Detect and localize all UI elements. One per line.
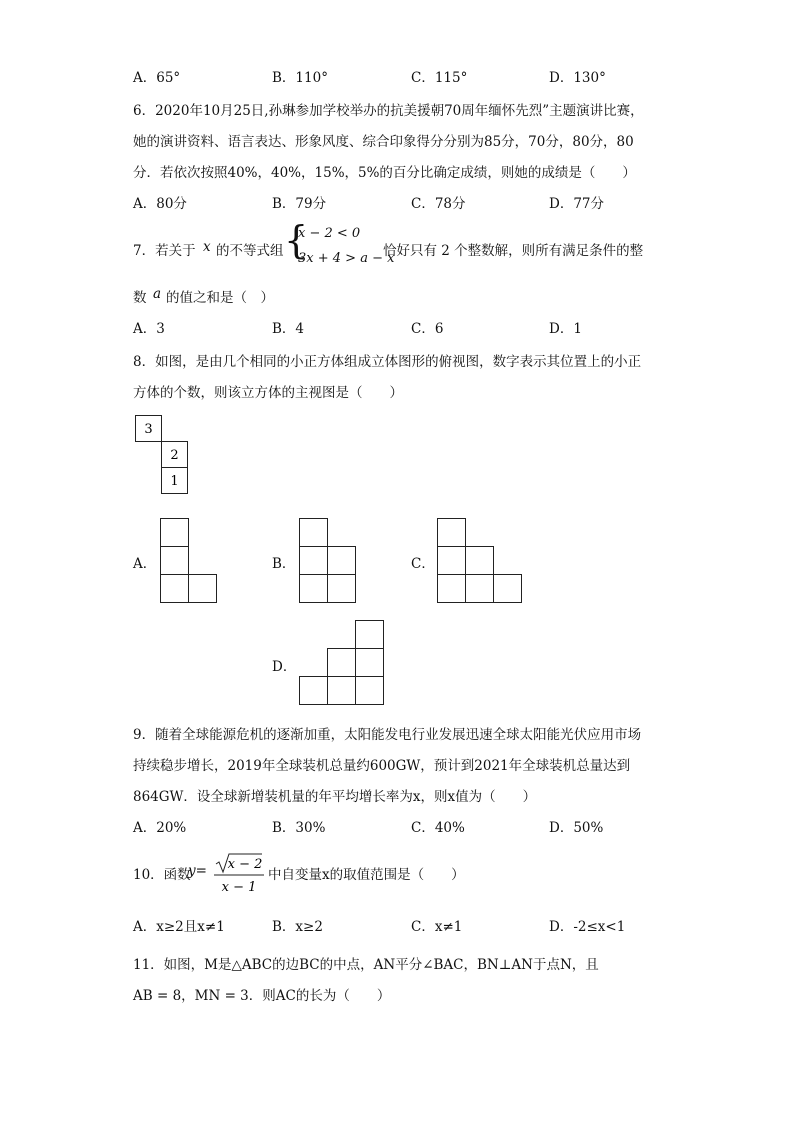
q8-line-2: 方体的个数，则该立方体的主视图是（ ）: [133, 385, 403, 401]
q5-option-b: B．110°: [272, 70, 328, 86]
q7-var-a: a: [153, 286, 162, 302]
q10-option-b: B．x≥2: [272, 919, 323, 935]
q7-mid: 的不等式组: [216, 243, 284, 259]
q8-option-b-figure: [298, 517, 358, 603]
q5-option-c: C．115°: [411, 70, 468, 86]
q11-line-2: AB = 8，MN = 3．则AC的长为（ ）: [133, 988, 391, 1004]
q8-option-a-label: A．: [133, 556, 157, 572]
q7-var-x: x: [203, 239, 211, 255]
q7-prefix: 7．若关于: [133, 243, 196, 259]
q11-line-1: 11．如图，M是△ABC的边BC的中点，AN平分∠BAC，BN⊥AN于点N，且: [133, 957, 599, 973]
q7-option-b: B．4: [272, 321, 305, 337]
q9-line-2: 持续稳步增长，2019年全球装机总量约600GW，预计到2021年全球装机总量达到: [133, 758, 631, 774]
q6-option-b: B．79分: [272, 196, 327, 212]
q7-suffix: 恰好只有 2 个整数解，则所有满足条件的整: [383, 243, 644, 259]
q7-option-a: A．3: [133, 321, 165, 337]
q6-option-a: A．80分: [133, 196, 187, 212]
q8-option-d-figure: [298, 619, 386, 705]
q10-func: y=: [188, 863, 207, 879]
q9-line-1: 9．随着全球能源危机的逐渐加重，太阳能发电行业发展迅速全球太阳能光伏应用市场: [133, 727, 642, 743]
q7-inequality-1: x − 2 < 0: [298, 226, 361, 241]
q10-numerator: x − 2: [227, 857, 263, 872]
top-view-number-1: 1: [170, 474, 179, 489]
top-view-number-2: 2: [170, 448, 179, 463]
q8-option-b-label: B．: [272, 556, 296, 572]
q9-option-c: C．40%: [411, 820, 465, 836]
q6-option-c: C．78分: [411, 196, 466, 212]
q8-option-d-label: D．: [272, 659, 297, 675]
q10-prefix: 10．函数: [133, 867, 191, 883]
q10-option-c: C．x≠1: [411, 919, 463, 935]
q10-option-d: D．-2≤x<1: [549, 919, 626, 935]
q8-option-c-figure: [436, 517, 524, 603]
q7-line2-prefix: 数: [133, 290, 147, 306]
q5-option-a: A．65°: [133, 70, 181, 86]
q9-option-a: A．20%: [133, 820, 187, 836]
q9-option-b: B．30%: [272, 820, 326, 836]
q7-line2-suffix: 的值之和是（ ）: [166, 290, 274, 306]
q5-option-d: D．130°: [549, 70, 606, 86]
q9-option-d: D．50%: [549, 820, 604, 836]
q8-option-c-label: C．: [411, 556, 435, 572]
q6-line-1: 6．2020年10月25日,孙琳参加学校举办的抗美援朝70周年缅怀先烈”主题演讲比赛，: [133, 103, 644, 119]
q8-option-a-figure: [159, 517, 219, 603]
q7-inequality-2: 3x + 4 > a − x: [298, 251, 395, 266]
top-view-number-3: 3: [144, 422, 153, 437]
q9-line-3: 864GW．设全球新增装机量的年平均增长率为x，则x值为（ ）: [133, 789, 537, 805]
q10-fraction: [208, 850, 266, 896]
q10-option-a: A．x≥2且x≠1: [133, 919, 225, 935]
q10-denominator: x − 1: [221, 880, 257, 895]
q8-line-1: 8．如图，是由几个相同的小正方体组成立体图形的俯视图，数字表示其位置上的小正: [133, 354, 642, 370]
q10-suffix: 中自变量x的取值范围是（ ）: [268, 867, 465, 883]
q7-option-c: C．6: [411, 321, 444, 337]
q6-option-d: D．77分: [549, 196, 605, 212]
q6-line-3: 分．若依次按照40%，40%，15%，5%的百分比确定成绩，则她的成绩是（ ）: [133, 165, 636, 181]
q8-top-view-figure: [134, 414, 194, 496]
q7-option-d: D．1: [549, 321, 582, 337]
q7-brace: {: [284, 218, 309, 262]
q6-line-2: 她的演讲资料、语言表达、形象风度、综合印象得分分别为85分，70分，80分，80: [133, 134, 634, 150]
